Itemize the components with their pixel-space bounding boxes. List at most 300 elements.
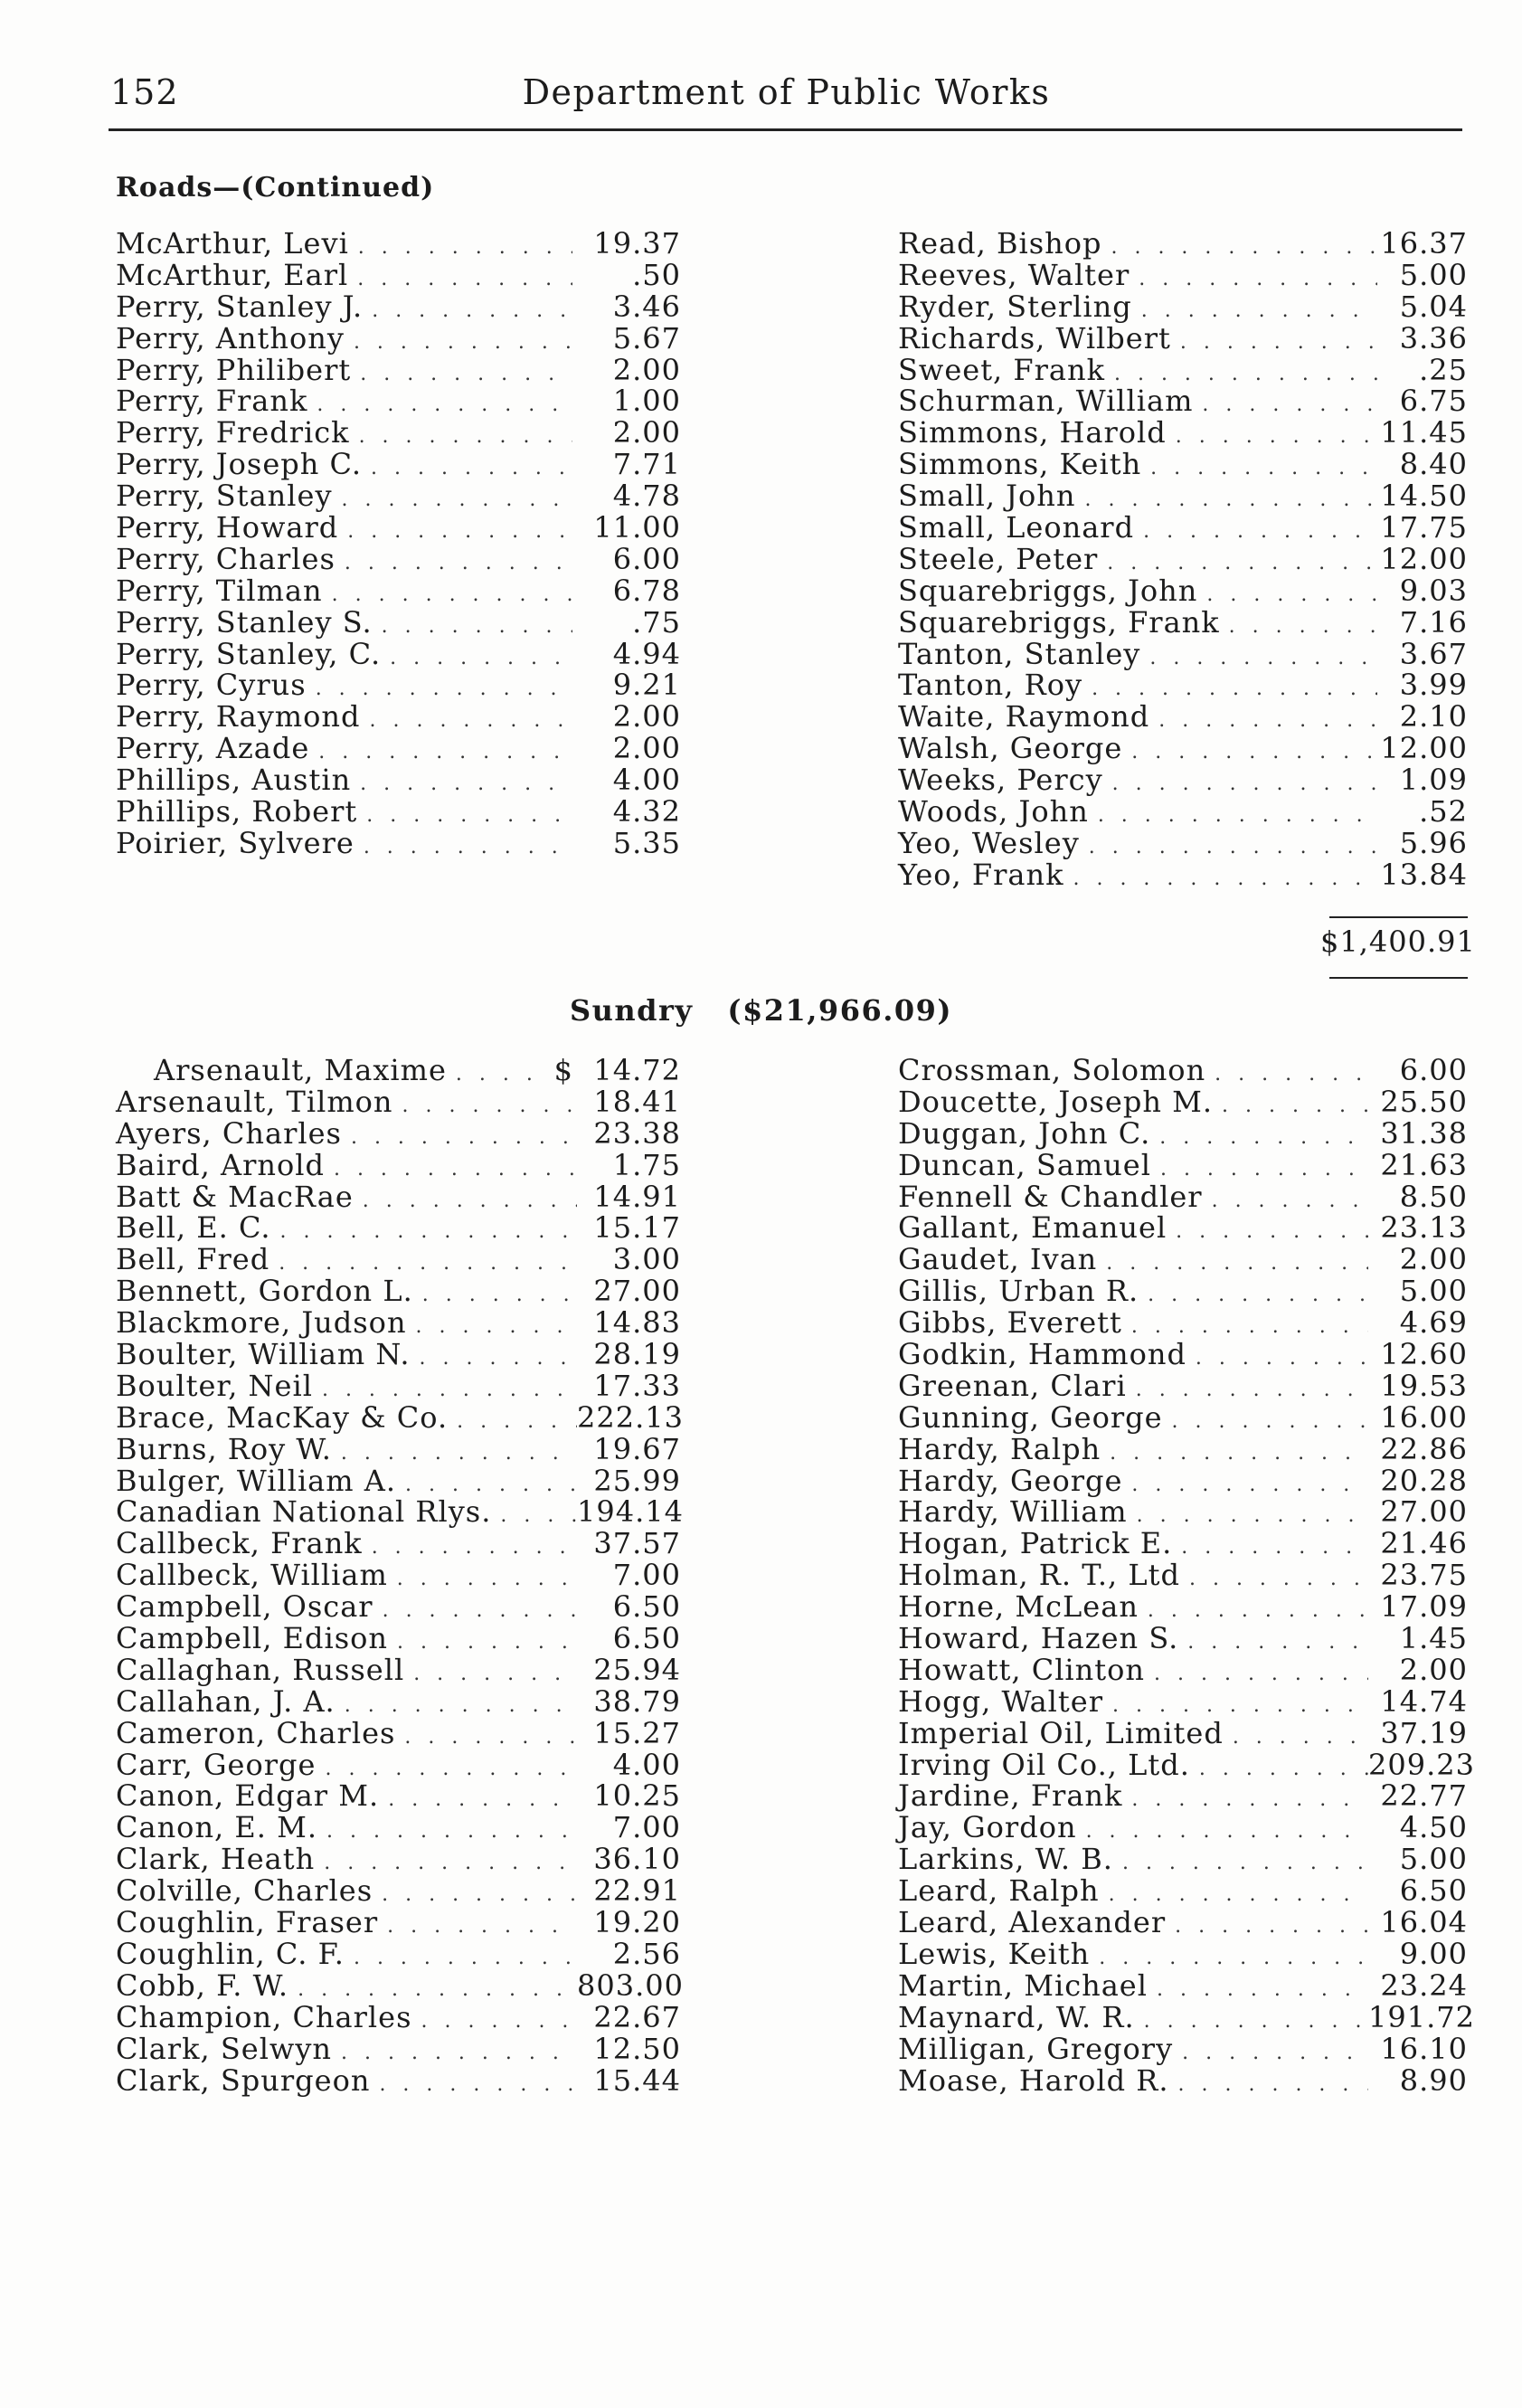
entry-amount: 5.96: [1399, 825, 1468, 860]
entry-amount: 23.24: [1380, 1967, 1468, 2003]
entry-name: Perry, Philibert: [116, 352, 352, 387]
ledger-entry: [116, 1591, 681, 1623]
entry-name: Hogg, Walter: [898, 1683, 1103, 1719]
entry-amount: 8.40: [1399, 447, 1468, 482]
ledger-entry: [116, 733, 681, 764]
entry-name: Godkin, Hammond: [898, 1337, 1186, 1372]
entry-name: McArthur, Levi: [116, 226, 349, 261]
leader-dots: [354, 1186, 577, 1218]
entry-amount: .25: [1419, 352, 1468, 387]
leader-dots: [370, 2070, 577, 2101]
leader-dots: [351, 769, 572, 801]
entry-name: Perry, Frank: [116, 384, 308, 419]
entry-amount: 1.45: [1399, 1621, 1468, 1656]
ledger-entry: [898, 1147, 1468, 1182]
entry-amount: .75: [632, 604, 681, 640]
leader-dots: [378, 1911, 577, 1943]
leader-dots: [1077, 1816, 1368, 1848]
ledger-entry: [898, 604, 1468, 640]
ledger-entry: [898, 636, 1468, 671]
ledger-entry: [898, 1812, 1468, 1844]
entry-name: Boulter, Neil: [116, 1368, 313, 1403]
entry-amount: 6.50: [1399, 1873, 1468, 1909]
ledger-entry: [116, 1683, 681, 1719]
entry-name: Perry, Stanley J.: [116, 289, 364, 324]
entry-amount: 27.00: [593, 1274, 681, 1309]
leader-dots: [350, 422, 572, 453]
leader-dots: [325, 1154, 577, 1186]
entry-name: Richards, Wilbert: [898, 320, 1171, 356]
entry-amount: .50: [632, 257, 681, 292]
ledger-entry: [116, 480, 681, 512]
ledger-entry: [116, 1431, 681, 1466]
entry-name: Squarebriggs, Frank: [898, 604, 1220, 640]
entry-amount: 2.00: [612, 352, 681, 387]
entry-amount: 7.00: [612, 1810, 681, 1845]
entry-name: Perry, Azade: [116, 731, 310, 766]
ledger-entry: [898, 1244, 1468, 1275]
leader-dots: [342, 1123, 577, 1154]
ledger-entry: [116, 2031, 681, 2066]
ledger-entry: [898, 859, 1468, 891]
entry-name: Crossman, Solomon: [898, 1053, 1206, 1087]
ledger-entry: [898, 1370, 1468, 1402]
leader-dots: [351, 359, 572, 391]
ledger-entry: [116, 1812, 681, 1844]
entry-name: Moase, Harold R.: [898, 2062, 1169, 2098]
entry-amount: 1.00: [612, 384, 681, 419]
entry-amount: 25.94: [593, 1652, 681, 1687]
entry-amount: 9.00: [1399, 1936, 1468, 1971]
ledger-entry: [116, 1307, 681, 1339]
ledger-entry: [116, 1780, 681, 1812]
sundry-left-column: [116, 1053, 684, 2098]
entry-name: Phillips, Robert: [116, 794, 358, 830]
ledger-entry: [898, 512, 1468, 544]
leader-dots: [388, 1564, 577, 1596]
entry-name: Coughlin, Fraser: [116, 1905, 379, 1940]
entry-amount: 9.21: [612, 668, 681, 703]
entry-name: Gallant, Emanuel: [898, 1210, 1167, 1246]
leader-dots: [1113, 1848, 1368, 1880]
ledger-entry: [116, 1086, 681, 1118]
leader-dots: [1149, 706, 1377, 737]
entry-amount: 19.37: [593, 226, 681, 261]
entry-name: Weeks, Percy: [898, 763, 1103, 798]
entry-amount: 28.19: [593, 1337, 681, 1372]
entry-amount: 3.67: [1399, 636, 1468, 671]
leader-dots: [363, 296, 572, 327]
entry-amount: 9.03: [1399, 573, 1468, 608]
entry-amount: 19.67: [593, 1431, 681, 1466]
total-rule-bottom: [1329, 977, 1468, 979]
entry-amount: 4.69: [1399, 1305, 1468, 1341]
ledger-entry: [116, 1907, 681, 1939]
entry-name: Fennell & Chandler: [898, 1179, 1203, 1214]
ledger-entry: [116, 796, 681, 828]
entry-amount: 7.71: [612, 447, 681, 482]
entry-amount: 12.50: [593, 2031, 681, 2066]
ledger-entry: [116, 352, 681, 387]
entry-name: Perry, Raymond: [116, 699, 361, 735]
entry-amount: 1.75: [612, 1147, 681, 1182]
leader-dots: [1163, 1407, 1368, 1438]
entry-name: Ryder, Sterling: [898, 289, 1132, 324]
leader-dots: [1169, 2070, 1368, 2101]
entry-amount: 3.36: [1399, 320, 1468, 356]
ledger-entry: [116, 291, 681, 323]
ledger-entry: [898, 1465, 1468, 1497]
ledger-entry: [116, 1715, 681, 1750]
entry-amount: 37.19: [1380, 1715, 1468, 1750]
page-number: 152: [110, 72, 179, 112]
ledger-entry: [116, 1339, 681, 1370]
ledger-entry: [898, 1907, 1468, 1939]
entry-amount: 13.84: [1380, 857, 1468, 892]
ledger-entry: [898, 1623, 1468, 1654]
ledger-entry: [898, 1307, 1468, 1339]
ledger-entry: [898, 1181, 1468, 1213]
leader-dots: [447, 1059, 551, 1091]
entry-name: Howatt, Clinton: [898, 1652, 1145, 1687]
leader-dots: [348, 264, 572, 296]
ledger-entry: [116, 1181, 681, 1213]
ledger-entry: [898, 1999, 1475, 2034]
entry-amount: 4.94: [612, 636, 681, 671]
ledger-entry: [898, 669, 1468, 701]
entry-name: Walsh, George: [898, 731, 1123, 766]
leader-dots: [1103, 769, 1377, 801]
leader-dots: [1101, 232, 1377, 264]
entry-amount: 16.04: [1380, 1905, 1468, 1940]
entry-name: Canadian National Rlys.: [116, 1494, 492, 1530]
ledger-entry: [116, 1275, 681, 1307]
entry-amount: 17.09: [1380, 1589, 1468, 1625]
leader-dots: [491, 1501, 577, 1532]
entry-amount: 23.13: [1380, 1210, 1468, 1246]
ledger-entry: [116, 228, 681, 260]
leader-dots: [1178, 1627, 1368, 1659]
entry-name: Champion, Charles: [116, 1999, 412, 2034]
ledger-entry: [116, 541, 681, 576]
roads-right-column: [898, 228, 1468, 891]
entry-name: Bell, Fred: [116, 1242, 270, 1277]
leader-dots: [1205, 1059, 1368, 1091]
ledger-entry: [898, 1875, 1468, 1907]
entry-amount: 15.17: [593, 1210, 681, 1246]
entry-name: Leard, Alexander: [898, 1905, 1167, 1940]
entry-amount: 3.99: [1399, 668, 1468, 703]
entry-name: Maynard, W. R.: [898, 1999, 1135, 2034]
entry-name: Perry, Cyrus: [116, 668, 307, 703]
ledger-entry: [898, 417, 1468, 449]
entry-name: Perry, Stanley S.: [116, 604, 373, 640]
ledger-entry: [898, 257, 1468, 292]
entry-amount: 2.00: [612, 731, 681, 766]
entry-amount: 22.86: [1380, 1431, 1468, 1466]
entry-amount: 12.00: [1380, 731, 1468, 766]
leader-dots: [1145, 1659, 1368, 1691]
ledger-entry: [898, 1212, 1468, 1244]
page-header: [110, 67, 1462, 121]
ledger-entry: [898, 1275, 1468, 1307]
entry-name: Small, Leonard: [898, 510, 1135, 545]
leader-dots: [381, 643, 572, 675]
leader-dots: [1193, 390, 1377, 422]
entry-name: Gunning, George: [898, 1399, 1163, 1435]
sundry-heading-label: Sundry: [569, 993, 694, 1028]
entry-amount: 21.46: [1380, 1526, 1468, 1561]
leader-dots: [1220, 611, 1377, 643]
leader-dots: [363, 1532, 577, 1564]
ledger-entry: [898, 480, 1468, 512]
leader-dots: [1150, 1123, 1368, 1154]
entry-name: Sweet, Frank: [898, 352, 1105, 387]
ledger-entry: [898, 1496, 1468, 1528]
ledger-entry: [898, 541, 1468, 576]
ledger-entry: [116, 512, 681, 544]
entry-name: Baird, Arnold: [116, 1147, 325, 1182]
entry-amount: 7.00: [612, 1558, 681, 1593]
entry-amount: 38.79: [593, 1683, 681, 1719]
entry-name: Martin, Michael: [898, 1967, 1148, 2003]
entry-name: Hardy, George: [898, 1463, 1123, 1498]
ledger-entry: [898, 2062, 1468, 2098]
entry-name: Perry, Stanley, C.: [116, 636, 382, 671]
entry-amount: 6.50: [612, 1621, 681, 1656]
entry-amount: 12.60: [1380, 1337, 1468, 1372]
section-heading-roads: Roads—(Continued): [116, 172, 435, 204]
entry-amount: 25.99: [593, 1463, 681, 1498]
entry-amount: 18.41: [593, 1084, 681, 1119]
ledger-entry: [898, 1560, 1468, 1591]
ledger-entry: [898, 1431, 1468, 1466]
entry-name: Larkins, W. B.: [898, 1842, 1113, 1877]
entry-amount: 5.35: [612, 825, 681, 860]
entry-name: Holman, R. T., Ltd: [898, 1558, 1180, 1593]
leader-dots: [1167, 1217, 1368, 1248]
entry-amount: 22.77: [1380, 1778, 1468, 1814]
ledger-entry: [898, 2031, 1468, 2066]
entry-name: Bell, E. C.: [116, 1210, 271, 1246]
entry-amount: 5.00: [1399, 257, 1468, 292]
entry-amount: 19.20: [593, 1905, 681, 1940]
entry-amount: 194.14: [577, 1494, 684, 1530]
ledger-entry: [116, 1844, 681, 1875]
entry-name: Clark, Spurgeon: [116, 2062, 371, 2098]
entry-name: Horne, McLean: [898, 1589, 1139, 1625]
ledger-entry: [898, 1399, 1468, 1435]
entry-name: Poirier, Sylvere: [116, 825, 355, 860]
leader-dots: [1141, 453, 1377, 485]
ledger-entry: [116, 1560, 681, 1591]
leader-dots: [355, 832, 572, 864]
entry-name: Boulter, William N.: [116, 1337, 411, 1372]
ledger-entry: [116, 1465, 681, 1497]
sundry-right-column: [898, 1053, 1475, 2098]
leader-dots: [1122, 1785, 1368, 1816]
ledger-entry: [116, 1623, 681, 1654]
ledger-entry: [898, 1967, 1468, 2003]
section-heading-sundry: [0, 993, 1522, 1028]
entry-amount: 4.50: [1399, 1810, 1468, 1845]
entry-amount: 31.38: [1380, 1115, 1468, 1151]
ledger-entry: [898, 320, 1468, 356]
entry-name: Canon, Edgar M.: [116, 1778, 380, 1814]
entry-name: Jay, Gordon: [898, 1810, 1077, 1845]
leader-dots: [407, 1312, 577, 1343]
entry-name: Gillis, Urban R.: [898, 1274, 1139, 1309]
entry-name: Tanton, Roy: [898, 668, 1083, 703]
entry-amount: 2.00: [1399, 1242, 1468, 1277]
leader-dots: [1080, 832, 1377, 864]
entry-amount: 17.75: [1380, 510, 1468, 545]
ledger-entry: [116, 2062, 681, 2098]
entry-amount: 191.72: [1368, 1999, 1475, 2034]
entry-name: Perry, Tilman: [116, 573, 323, 608]
ledger-entry: [898, 1747, 1475, 1782]
entry-amount: 7.16: [1399, 604, 1468, 640]
entry-name: Read, Bishop: [898, 226, 1102, 261]
leader-dots: [1171, 327, 1377, 359]
ledger-entry: [116, 1875, 681, 1907]
entry-name: Duggan, John C.: [898, 1115, 1151, 1151]
leader-dots: [1130, 264, 1377, 296]
entry-amount: 20.28: [1380, 1463, 1468, 1498]
entry-amount: 2.00: [612, 699, 681, 735]
leader-dots: [1224, 1722, 1368, 1754]
entry-amount: 1.09: [1399, 763, 1468, 798]
leader-dots: [362, 453, 572, 485]
entry-amount: 17.33: [593, 1368, 681, 1403]
entry-name: Simmons, Harold: [898, 415, 1167, 450]
ledger-entry: [116, 1115, 681, 1151]
entry-amount: 14.91: [593, 1179, 681, 1214]
ledger-entry: [898, 1683, 1468, 1719]
entry-name: Small, John: [898, 479, 1076, 514]
ledger-entry: [898, 1844, 1468, 1875]
ledger-entry: [898, 575, 1468, 607]
entry-name: Callbeck, William: [116, 1558, 388, 1593]
entry-amount: 22.67: [593, 1999, 681, 2034]
entry-name: Irving Oil Co., Ltd.: [898, 1747, 1190, 1782]
leader-dots: [411, 1343, 577, 1375]
roads-total: $1,400.91: [1320, 924, 1476, 959]
entry-name: Yeo, Frank: [898, 857, 1064, 892]
roads-left-column: [116, 228, 681, 859]
leader-dots: [1148, 1975, 1368, 2006]
entry-amount: 11.45: [1380, 415, 1468, 450]
entry-name: Jardine, Frank: [898, 1778, 1123, 1814]
ledger-entry: [116, 701, 681, 733]
entry-amount: 25.50: [1380, 1084, 1468, 1119]
ledger-entry: [116, 1370, 681, 1402]
ledger-entry: [898, 1780, 1468, 1812]
entry-name: Gaudet, Ivan: [898, 1242, 1098, 1277]
entry-name: Clark, Selwyn: [116, 2031, 332, 2066]
entry-name: Perry, Stanley: [116, 479, 333, 514]
ledger-entry: [116, 385, 681, 417]
ledger-entry: [898, 449, 1468, 480]
currency-symbol: $: [553, 1053, 573, 1087]
ledger-entry: [898, 1715, 1468, 1750]
entry-name: Milligan, Gregory: [898, 2031, 1174, 2066]
leader-dots: [349, 232, 572, 264]
entry-amount: 8.50: [1399, 1179, 1468, 1214]
ledger-entry: [116, 669, 681, 701]
entry-name: Canon, E. M.: [116, 1810, 318, 1845]
leader-dots: [357, 801, 572, 832]
ledger-entry: [116, 1528, 681, 1560]
entry-amount: .52: [1419, 794, 1468, 830]
entry-amount: 23.38: [593, 1115, 681, 1151]
entry-name: Bulger, William A.: [116, 1463, 397, 1498]
entry-name: Squarebriggs, John: [898, 573, 1198, 608]
ledger-entry: [116, 1936, 681, 1971]
ledger-entry: [116, 1749, 681, 1781]
entry-name: Bennett, Gordon L.: [116, 1274, 413, 1309]
ledger-entry: [116, 1967, 684, 2003]
leader-dots: [413, 1280, 577, 1312]
ledger-entry: [116, 1494, 684, 1530]
entry-name: Perry, Joseph C.: [116, 447, 363, 482]
entry-name: Imperial Oil, Limited: [898, 1715, 1224, 1750]
leader-dots: [379, 1785, 577, 1816]
entry-amount: 21.63: [1380, 1147, 1468, 1182]
entry-name: Duncan, Samuel: [898, 1147, 1151, 1182]
entry-amount: 2.00: [1399, 1652, 1468, 1687]
leader-dots: [1140, 643, 1377, 675]
leader-dots: [1186, 1343, 1368, 1375]
entry-amount: 6.00: [1399, 1053, 1468, 1087]
leader-dots: [345, 327, 572, 359]
entry-amount: 2.10: [1399, 699, 1468, 735]
leader-dots: [333, 485, 572, 517]
entry-name: Carr, George: [116, 1747, 317, 1782]
leader-dots: [1180, 1564, 1368, 1596]
entry-name: Batt & MacRae: [116, 1179, 354, 1214]
entry-name: Woods, John: [898, 794, 1089, 830]
entry-amount: 209.23: [1368, 1747, 1475, 1782]
entry-amount: 2.00: [612, 415, 681, 450]
entry-name: Howard, Hazen S.: [898, 1621, 1179, 1656]
leader-dots: [1167, 422, 1377, 453]
leader-dots: [1203, 1186, 1368, 1218]
ledger-entry: [898, 1528, 1468, 1560]
leader-dots: [404, 1659, 577, 1691]
entry-name: Ayers, Charles: [116, 1115, 342, 1151]
entry-name: Lewis, Keith: [898, 1936, 1091, 1971]
entry-name: Reeves, Walter: [898, 257, 1130, 292]
entry-amount: 11.00: [593, 510, 681, 545]
ledger-entry: [116, 417, 681, 449]
entry-name: Cobb, F. W.: [116, 1967, 289, 2003]
entry-amount: 12.00: [1380, 541, 1468, 576]
entry-amount: 8.90: [1399, 2062, 1468, 2098]
entry-name: Perry, Fredrick: [116, 415, 350, 450]
entry-name: Arsenault, Maxime: [154, 1053, 447, 1087]
entry-amount: 3.00: [612, 1242, 681, 1277]
entry-name: Doucette, Joseph M.: [898, 1084, 1214, 1119]
entry-amount: 14.50: [1380, 479, 1468, 514]
entry-amount: 16.10: [1380, 2031, 1468, 2066]
ledger-entry: [116, 257, 681, 292]
entry-amount: 5.00: [1399, 1842, 1468, 1877]
leader-dots: [1172, 1532, 1368, 1564]
entry-name: Callahan, J. A.: [116, 1683, 336, 1719]
leader-dots: [395, 1722, 577, 1754]
leader-dots: [388, 1627, 577, 1659]
